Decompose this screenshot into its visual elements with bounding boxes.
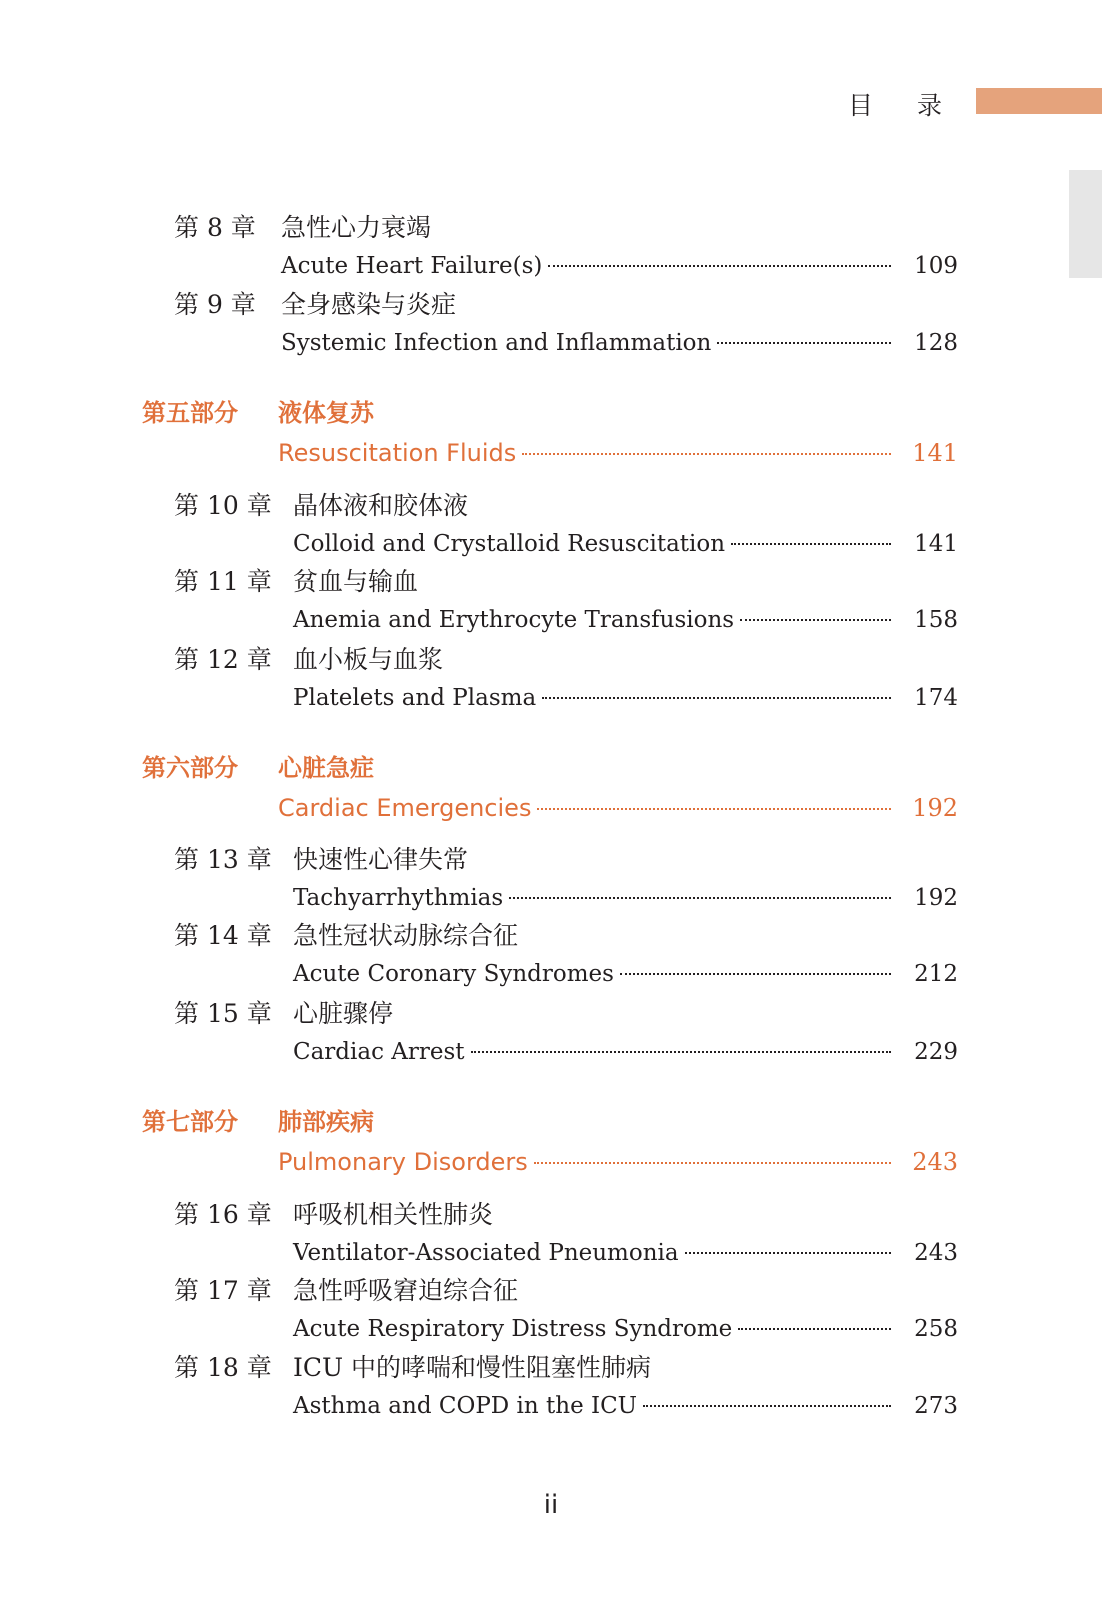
page-number: 243 (914, 1240, 958, 1266)
entry-english-row (0, 524, 1102, 564)
dot-leader (620, 973, 891, 975)
entry-english-row (0, 433, 1102, 473)
entry-title-row (0, 640, 1102, 680)
entry-english-row (0, 954, 1102, 994)
page-number: 258 (914, 1316, 958, 1342)
dot-leader (717, 342, 891, 344)
english-title-line (293, 1309, 897, 1349)
dot-leader (685, 1252, 891, 1254)
dot-leader (542, 697, 891, 699)
english-title-line (278, 788, 897, 828)
entry-title-row (0, 393, 1102, 433)
chapter-number: 第 18 章 (174, 1353, 272, 1382)
chapter-number: 第 9 章 (174, 290, 256, 319)
page-number: 192 (912, 794, 958, 822)
page-number: 212 (914, 961, 958, 987)
page-number: 229 (914, 1039, 958, 1065)
english-title-line (293, 878, 897, 918)
title-en: Pulmonary Disorders (278, 1148, 528, 1176)
english-title-line (281, 246, 897, 286)
title-en: Systemic Infection and Inflammation (281, 330, 712, 356)
dot-leader (471, 1051, 891, 1053)
page-folio: ii (543, 1490, 559, 1520)
dot-leader (731, 543, 891, 545)
entry-english-row (0, 788, 1102, 828)
english-title-line (293, 1386, 897, 1426)
chapter-number: 第 15 章 (174, 999, 272, 1028)
entry-english-row (0, 1142, 1102, 1182)
entry-title-row (0, 208, 1102, 248)
title-en: Acute Coronary Syndromes (293, 961, 614, 987)
part-number: 第七部分 (142, 1108, 238, 1136)
entry-english-row (0, 1386, 1102, 1426)
header-accent-bar (976, 88, 1102, 114)
title-zh: 快速性心律失常 (293, 845, 469, 874)
title-en: Ventilator-Associated Pneumonia (293, 1240, 679, 1266)
chapter-number: 第 10 章 (174, 491, 272, 520)
title-zh: 心脏骤停 (293, 999, 394, 1028)
dot-leader (537, 808, 891, 810)
entry-english-row (0, 878, 1102, 918)
english-title-line (281, 323, 897, 363)
entry-title-row (0, 486, 1102, 526)
page-number: 141 (914, 531, 958, 557)
chapter-number: 第 14 章 (174, 921, 272, 950)
title-en: Acute Respiratory Distress Syndrome (293, 1316, 733, 1342)
page-number: 128 (914, 330, 958, 356)
entry-english-row (0, 678, 1102, 718)
title-zh: 急性冠状动脉综合征 (293, 921, 519, 950)
entry-title-row (0, 1195, 1102, 1235)
entry-title-row (0, 562, 1102, 602)
english-title-line (293, 678, 897, 718)
dot-leader (522, 453, 891, 455)
title-en: Asthma and COPD in the ICU (293, 1393, 638, 1419)
title-zh: 晶体液和胶体液 (293, 491, 469, 520)
title-zh: 贫血与输血 (293, 567, 419, 596)
page-number: 158 (914, 607, 958, 633)
dot-leader (738, 1328, 891, 1330)
dot-leader (548, 265, 891, 267)
page-number: 174 (914, 685, 958, 711)
english-title-line (293, 524, 897, 564)
english-title-line (278, 433, 897, 473)
page-number: 243 (912, 1148, 958, 1176)
title-en: Platelets and Plasma (293, 685, 537, 711)
title-en: Tachyarrhythmias (293, 885, 504, 911)
chapter-number: 第 12 章 (174, 645, 272, 674)
title-zh: 血小板与血浆 (293, 645, 444, 674)
entry-title-row (0, 1102, 1102, 1142)
entry-english-row (0, 1309, 1102, 1349)
entry-title-row (0, 1348, 1102, 1388)
entry-english-row (0, 1233, 1102, 1273)
english-title-line (293, 1032, 897, 1072)
title-zh: 液体复苏 (278, 399, 374, 427)
english-title-line (278, 1142, 897, 1182)
entry-title-row (0, 285, 1102, 325)
english-title-line (293, 1233, 897, 1273)
page-number: 109 (914, 253, 958, 279)
entry-english-row (0, 600, 1102, 640)
english-title-line (293, 600, 897, 640)
dot-leader (509, 897, 891, 899)
entry-title-row (0, 840, 1102, 880)
title-zh: ICU 中的哮喘和慢性阻塞性肺病 (293, 1353, 652, 1382)
title-en: Colloid and Crystalloid Resuscitation (293, 531, 726, 557)
title-en: Cardiac Emergencies (278, 794, 532, 822)
title-zh: 肺部疾病 (278, 1108, 374, 1136)
title-zh: 全身感染与炎症 (281, 290, 457, 319)
title-zh: 急性心力衰竭 (281, 213, 432, 242)
entry-title-row (0, 994, 1102, 1034)
entry-title-row (0, 748, 1102, 788)
title-zh: 急性呼吸窘迫综合征 (293, 1276, 519, 1305)
page-number: 273 (914, 1393, 958, 1419)
part-number: 第六部分 (142, 754, 238, 782)
english-title-line (293, 954, 897, 994)
title-en: Acute Heart Failure(s) (281, 253, 543, 279)
chapter-number: 第 11 章 (174, 567, 272, 596)
entry-title-row (0, 1271, 1102, 1311)
page-number: 141 (912, 439, 958, 467)
part-number: 第五部分 (142, 399, 238, 427)
dot-leader (740, 619, 891, 621)
dot-leader (643, 1405, 891, 1407)
title-en: Cardiac Arrest (293, 1039, 465, 1065)
chapter-number: 第 8 章 (174, 213, 256, 242)
entry-english-row (0, 1032, 1102, 1072)
chapter-number: 第 13 章 (174, 845, 272, 874)
entry-english-row (0, 323, 1102, 363)
page-header-title: 目 录 (848, 91, 960, 120)
title-zh: 心脏急症 (278, 754, 374, 782)
chapter-number: 第 17 章 (174, 1276, 272, 1305)
dot-leader (534, 1162, 891, 1164)
chapter-number: 第 16 章 (174, 1200, 272, 1229)
page-number: 192 (914, 885, 958, 911)
title-zh: 呼吸机相关性肺炎 (293, 1200, 494, 1229)
entry-title-row (0, 916, 1102, 956)
title-en: Anemia and Erythrocyte Transfusions (293, 607, 735, 633)
entry-english-row (0, 246, 1102, 286)
title-en: Resuscitation Fluids (278, 439, 517, 467)
